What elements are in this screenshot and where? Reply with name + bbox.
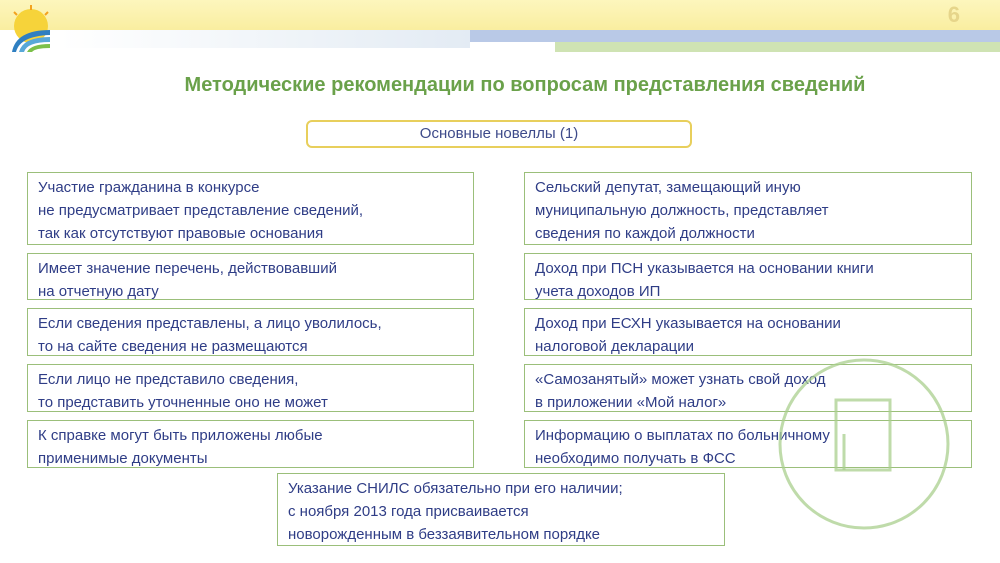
- left-note-5: К справке могут быть приложены любые применимые документы: [27, 420, 474, 468]
- bottom-note: Указание СНИЛС обязательно при его наличии; с ноября 2013 года присваивается новорожденным в беззаявительном порядке: [277, 473, 725, 546]
- page-number: 6: [947, 2, 960, 27]
- page-title: Методические рекомендации по вопросам представления сведений: [184, 74, 866, 96]
- right-note-1: Сельский депутат, замещающий иную муниципальную должность, представляет сведения по каждой должности: [524, 172, 972, 245]
- header-stripe-blue: [470, 30, 1000, 42]
- header-stripe-green: [555, 42, 1000, 52]
- header-band: [0, 0, 1000, 30]
- section-subtitle: Основные новеллы (1): [306, 120, 692, 148]
- left-note-3: Если сведения представлены, а лицо уволилось, то на сайте сведения не размещаются: [27, 308, 474, 356]
- header-stripe-faint: [60, 30, 470, 48]
- right-note-3: Доход при ЕСХН указывается на основании налоговой декларации: [524, 308, 972, 356]
- right-note-5: Информацию о выплатах по больничному необходимо получать в ФСС: [524, 420, 972, 468]
- right-note-4: «Самозанятый» может узнать свой доход в приложении «Мой налог»: [524, 364, 972, 412]
- logo-icon: [6, 4, 56, 54]
- right-note-2: Доход при ПСН указывается на основании книги учета доходов ИП: [524, 253, 972, 300]
- left-note-4: Если лицо не представило сведения, то представить уточненные оно не может: [27, 364, 474, 412]
- left-note-2: Имеет значение перечень, действовавший на отчетную дату: [27, 253, 474, 300]
- left-note-1: Участие гражданина в конкурсе не предусматривает представление сведений, так как отсутствуют правовые основания: [27, 172, 474, 245]
